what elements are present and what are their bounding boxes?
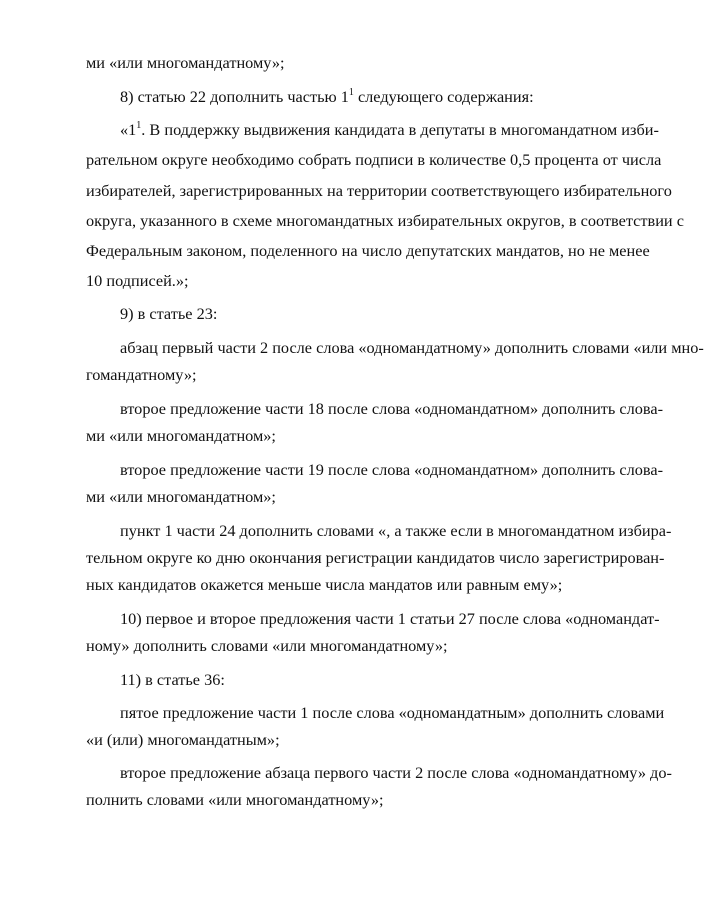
- text-line: округа, указанного в схеме многомандатных избирательных округов, в соответствии с: [86, 211, 684, 230]
- text-line: гомандатному»;: [86, 365, 197, 384]
- text-line: Федеральным законом, поделенного на число депутатских мандатов, но не менее: [86, 241, 650, 260]
- text-line: рательном округе необходимо собрать подписи в количестве 0,5 процента от числа: [86, 150, 662, 169]
- paragraph-item-9: 9) в статье 23:: [120, 304, 218, 323]
- text-line: второе предложение части 19 после слова «одномандатном» дополнить слова-: [120, 460, 664, 479]
- paragraph-item-8: 8) статью 22 дополнить частью $1^1$ следующего содержания:: [120, 87, 534, 106]
- superscript: 1: [348, 87, 354, 98]
- quoted-paragraph: «$1^1$. В поддержку выдвижения кандидата в депутаты в многомандатном изби-: [120, 120, 659, 139]
- text-line: пункт 1 части 24 дополнить словами «, а также если в многомандатном избира-: [120, 521, 672, 540]
- paragraph-item-10: 10) первое и второе предложения части 1 статьи 27 после слова «одномандат-: [120, 609, 660, 628]
- text-line: избирателей, зарегистрированных на территории соответствующего избирательного: [86, 181, 672, 200]
- text-line: 10 подписей.»;: [86, 271, 189, 290]
- text-line: второе предложение части 18 после слова «одномандатном» дополнить слова-: [120, 399, 664, 418]
- text-line: тельном округе ко дню окончания регистрации кандидатов число зарегистрирован-: [86, 548, 665, 567]
- text-line: ми «или многомандатном»;: [86, 487, 276, 506]
- text-line: ных кандидатов окажется меньше числа мандатов или равным ему»;: [86, 575, 563, 594]
- text-line: ми «или многомандатному»;: [86, 53, 285, 72]
- text-line: абзац первый части 2 после слова «одномандатному» дополнить словами «или мно-: [120, 338, 704, 357]
- paragraph-item-11: 11) в статье 36:: [120, 670, 225, 689]
- text-line: пятое предложение части 1 после слова «одномандатным» дополнить словами: [120, 703, 665, 722]
- text-line: ному» дополнить словами «или многомандатному»;: [86, 636, 448, 655]
- text-line: ми «или многомандатном»;: [86, 426, 276, 445]
- text-line: полнить словами «или многомандатному»;: [86, 790, 384, 809]
- superscript: 1: [136, 120, 142, 131]
- text-line: второе предложение абзаца первого части 2 после слова «одномандатному» до-: [120, 763, 672, 782]
- text-line: «и (или) многомандатным»;: [86, 730, 280, 749]
